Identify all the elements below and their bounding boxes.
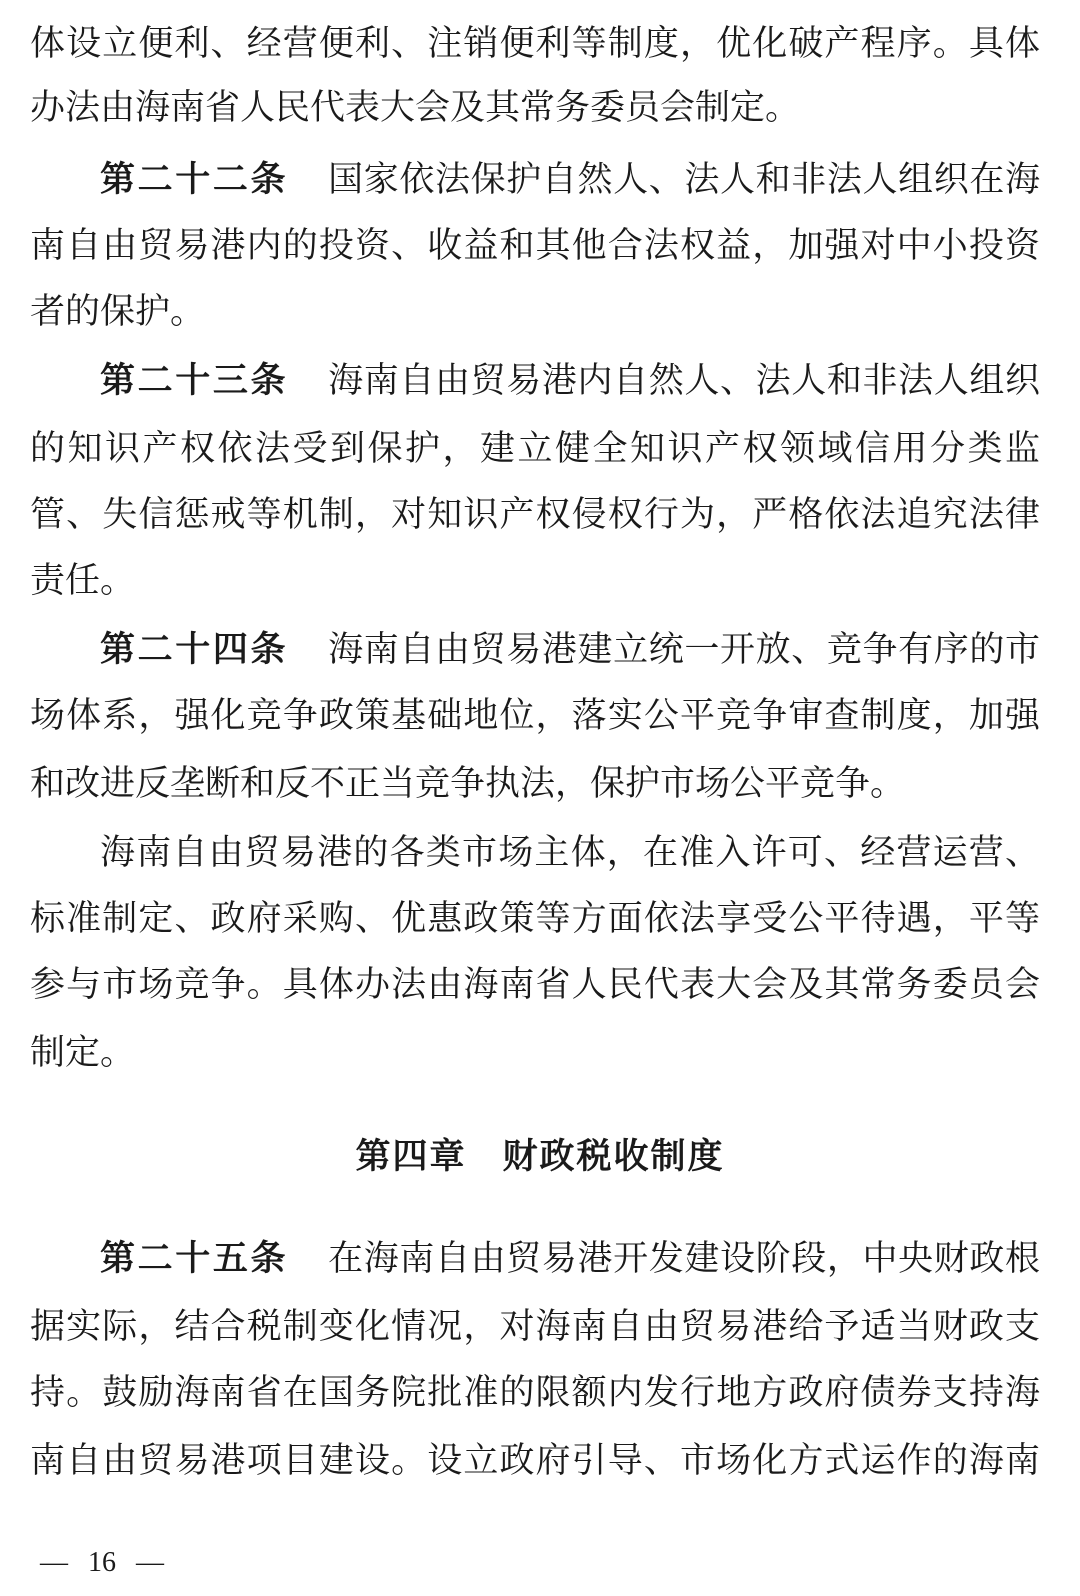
body-line: 持。鼓励海南省在国务院批准的限额内发行地方政府债券支持海 [30,1373,1040,1413]
chapter-heading [0,1132,1080,1182]
article-number: 第二十三条 [100,361,289,401]
article-text: 国家依法保护自然人、法人和非法人组织在海 [328,160,1040,200]
body-line: 南自由贸易港项目建设。设立政府引导、市场化方式运作的海南 [30,1441,1040,1481]
body-line: 制定。 [30,1033,136,1073]
body-line: 体设立便利、经营便利、注销便利等制度，优化破产程序。具体 [30,24,1040,64]
article-24-first-line [100,627,1040,673]
body-line: 的知识产权依法受到保护，建立健全知识产权领域信用分类监 [30,429,1040,469]
body-line: 据实际，结合税制变化情况，对海南自由贸易港给予适当财政支 [30,1307,1040,1347]
body-line: 管、失信惩戒等机制，对知识产权侵权行为，严格依法追究法律 [30,495,1040,535]
article-number: 第二十二条 [100,160,289,200]
article-23-first-line [100,358,1040,404]
paragraph-first-line: 海南自由贸易港的各类市场主体，在准入许可、经营运营、 [100,833,1040,873]
article-22-first-line [100,157,1040,203]
body-line: 南自由贸易港内的投资、收益和其他合法权益，加强对中小投资 [30,226,1040,266]
body-line: 责任。 [30,561,136,601]
page-number: 16 [88,1547,116,1578]
article-text: 海南自由贸易港建立统一开放、竞争有序的市 [328,630,1040,670]
chapter-title: 财政税收制度 [502,1137,725,1177]
chapter-number: 第四章 [355,1137,467,1177]
article-text: 在海南自由贸易港开发建设阶段，中央财政根 [328,1239,1040,1279]
body-line: 参与市场竞争。具体办法由海南省人民代表大会及其常务委员会 [30,965,1040,1005]
article-number: 第二十五条 [100,1239,289,1279]
article-number: 第二十四条 [100,630,289,670]
page-number-footer [40,1543,164,1583]
body-line: 办法由海南省人民代表大会及其常务委员会制定。 [30,88,801,128]
article-text: 海南自由贸易港内自然人、法人和非法人组织 [328,361,1040,401]
body-line: 和改进反垄断和反不正当竞争执法，保护市场公平竞争。 [30,764,906,804]
article-25-first-line [100,1236,1040,1282]
body-line: 标准制定、政府采购、优惠政策等方面依法享受公平待遇，平等 [30,899,1040,939]
dash-right: — [136,1547,164,1578]
dash-left: — [40,1547,68,1578]
body-line: 者的保护。 [30,292,206,332]
body-line: 场体系，强化竞争政策基础地位，落实公平竞争审查制度，加强 [30,696,1040,736]
